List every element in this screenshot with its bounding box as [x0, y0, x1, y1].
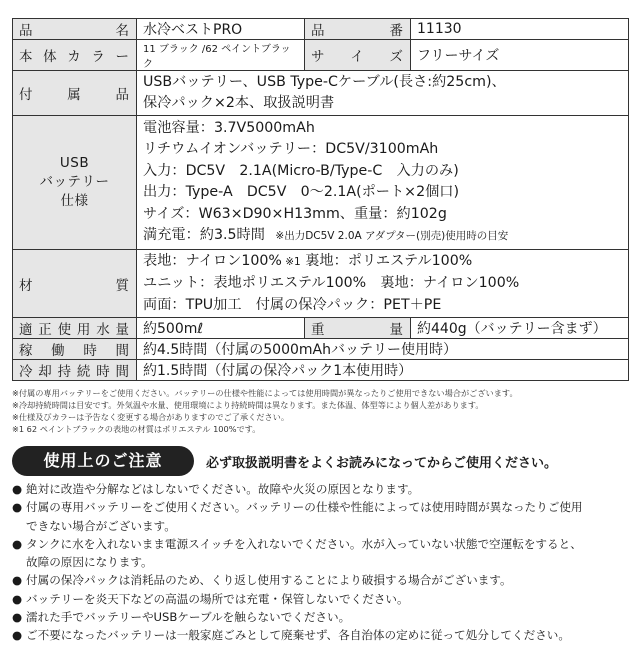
caution-item [12, 535, 628, 572]
cooling-value: 約1.5時間（付属の保冷パック1本使用時） [137, 360, 629, 381]
battery-label-line: USB [59, 155, 90, 171]
battery-line: リチウムイオンバッテリー：DC5V/3100mAh [143, 141, 439, 157]
caution-item [12, 626, 628, 644]
note-line: ※仕様及びカラーは予告なく変更する場合がありますのでご了承ください。 [12, 412, 290, 422]
caution-headline: 必ず取扱説明書をよくお読みになってからご使用ください。 [206, 456, 558, 471]
material-footnote-mark: ※1 [281, 255, 301, 268]
caution-text: タンクに水を入れないまま電源スイッチを入れないでください。水が入っていない状態で空運転をすると、 [26, 536, 582, 551]
product-no-value: 11130 [411, 19, 629, 40]
note-line: ※付属の専用バッテリーをご使用ください。バッテリーの仕様や性能によっては使用時間が異なったりご使用できない場合がございます。 [12, 388, 518, 398]
spec-row-runtime [13, 339, 629, 360]
charge-time: 満充電：約3.5時間 [143, 227, 265, 243]
material-outer: 表地：ナイロン100% [143, 252, 282, 269]
caution-text-cont: できない場合がございます。 [26, 518, 176, 533]
caution-list [12, 480, 628, 645]
battery-label [13, 116, 137, 250]
battery-label-line: 仕様 [60, 193, 89, 209]
weight-value: 約440g（バッテリー含まず） [411, 318, 629, 339]
caution-title: 使用上のご注意 [12, 446, 194, 476]
spec-table [12, 18, 629, 381]
caution-header [12, 446, 628, 476]
spec-notes [12, 387, 628, 435]
bullet-icon: ● [12, 628, 23, 643]
accessories-line: 保冷パック×2本、取扱説明書 [143, 95, 335, 111]
cooling-label: 冷却持続時間 [13, 360, 137, 381]
water-value: 約500mℓ [137, 318, 305, 339]
note-line: ※1 62 ペイントブラックの表地の材質はポリエステル 100%です。 [12, 424, 261, 434]
spec-row-cooling [13, 360, 629, 381]
material-line: 両面：TPU加工 付属の保冷パック：PET＋PE [143, 296, 442, 313]
spec-section [12, 18, 628, 435]
bullet-icon: ● [12, 482, 23, 496]
weight-label: 重 量 [305, 318, 411, 339]
caution-text: バッテリーを炎天下などの高温の場所では充電・保管しないでください。 [26, 591, 409, 606]
runtime-value: 約4.5時間（付属の5000mAhバッテリー使用時） [137, 339, 629, 360]
bullet-icon: ● [12, 536, 23, 551]
spec-row-name [13, 19, 629, 40]
charge-note: ※出力DC5V 2.0A アダプター(別売)使用時の目安 [264, 230, 509, 242]
size-label: サ イ ズ [305, 40, 411, 71]
bullet-icon: ● [12, 591, 23, 606]
battery-line: サイズ：W63×D90×H13mm、重量：約102g [143, 205, 447, 222]
size-value: フリーサイズ [411, 40, 629, 71]
spec-row-battery [13, 116, 629, 250]
battery-line-charge [143, 225, 622, 248]
bullet-icon: ● [12, 500, 23, 515]
bullet-icon: ● [12, 610, 23, 625]
battery-line: 出力：Type-A DC5V 0〜2.1A(ポート×2個口) [143, 184, 460, 200]
color-label: 本体カラー [13, 40, 137, 71]
material-line [143, 251, 622, 274]
battery-line: 入力：DC5V 2.1A(Micro-B/Type-C 入力のみ) [143, 162, 459, 179]
material-line: ユニット：表地ポリエステル100% 裏地：ナイロン100% [143, 275, 520, 292]
material-value [137, 250, 629, 318]
caution-item [12, 608, 628, 626]
caution-text: 濡れた手でバッテリーやUSBケーブルを触らないでください。 [26, 610, 351, 625]
product-name-value: 水冷ベストPRO [137, 19, 305, 40]
material-lining: 裏地：ポリエステル100% [300, 252, 473, 269]
battery-label-line: バッテリー [39, 174, 110, 190]
note-line: ※冷却持続時間は目安です。外気温や水量、使用環境により持続時間は異なります。また体温、体型等により個人差があります。 [12, 400, 484, 410]
caution-item [12, 498, 628, 535]
material-label: 材 質 [13, 250, 137, 318]
caution-text: 付属の保冷パックは消耗品のため、くり返し使用することにより破損する場合がございます。 [26, 573, 512, 588]
color-value: 11 ブラック /62 ペイントブラック [137, 40, 305, 71]
caution-text-cont: 故障の原因になります。 [26, 555, 153, 570]
battery-value [137, 116, 629, 250]
spec-row-material [13, 250, 629, 318]
bullet-icon: ● [12, 573, 23, 588]
accessories-line: USBバッテリー、USB Type-Cケーブル(長さ:約25cm)、 [143, 73, 506, 90]
product-no-label: 品 番 [305, 19, 411, 40]
caution-item [12, 571, 628, 589]
spec-row-accessories [13, 71, 629, 116]
spec-row-water [13, 318, 629, 339]
caution-text: ご不要になったバッテリーは一般家庭ごみとして廃棄せず、各自治体の定めに従って処分してください。 [26, 628, 570, 643]
caution-text: 絶対に改造や分解などはしないでください。故障や火災の原因となります。 [26, 482, 420, 496]
runtime-label: 稼 働 時 間 [13, 339, 137, 360]
accessories-label: 付 属 品 [13, 71, 137, 116]
product-name-label: 品 名 [13, 19, 137, 40]
spec-row-color [13, 40, 629, 71]
caution-item [12, 480, 628, 498]
battery-line: 電池容量：3.7V5000mAh [143, 119, 315, 136]
water-label: 適正使用水量 [13, 318, 137, 339]
caution-text: 付属の専用バッテリーをご使用ください。バッテリーの仕様や性能によっては使用時間が異なったりご使用 [26, 500, 583, 515]
caution-item [12, 590, 628, 608]
accessories-value [137, 71, 629, 116]
